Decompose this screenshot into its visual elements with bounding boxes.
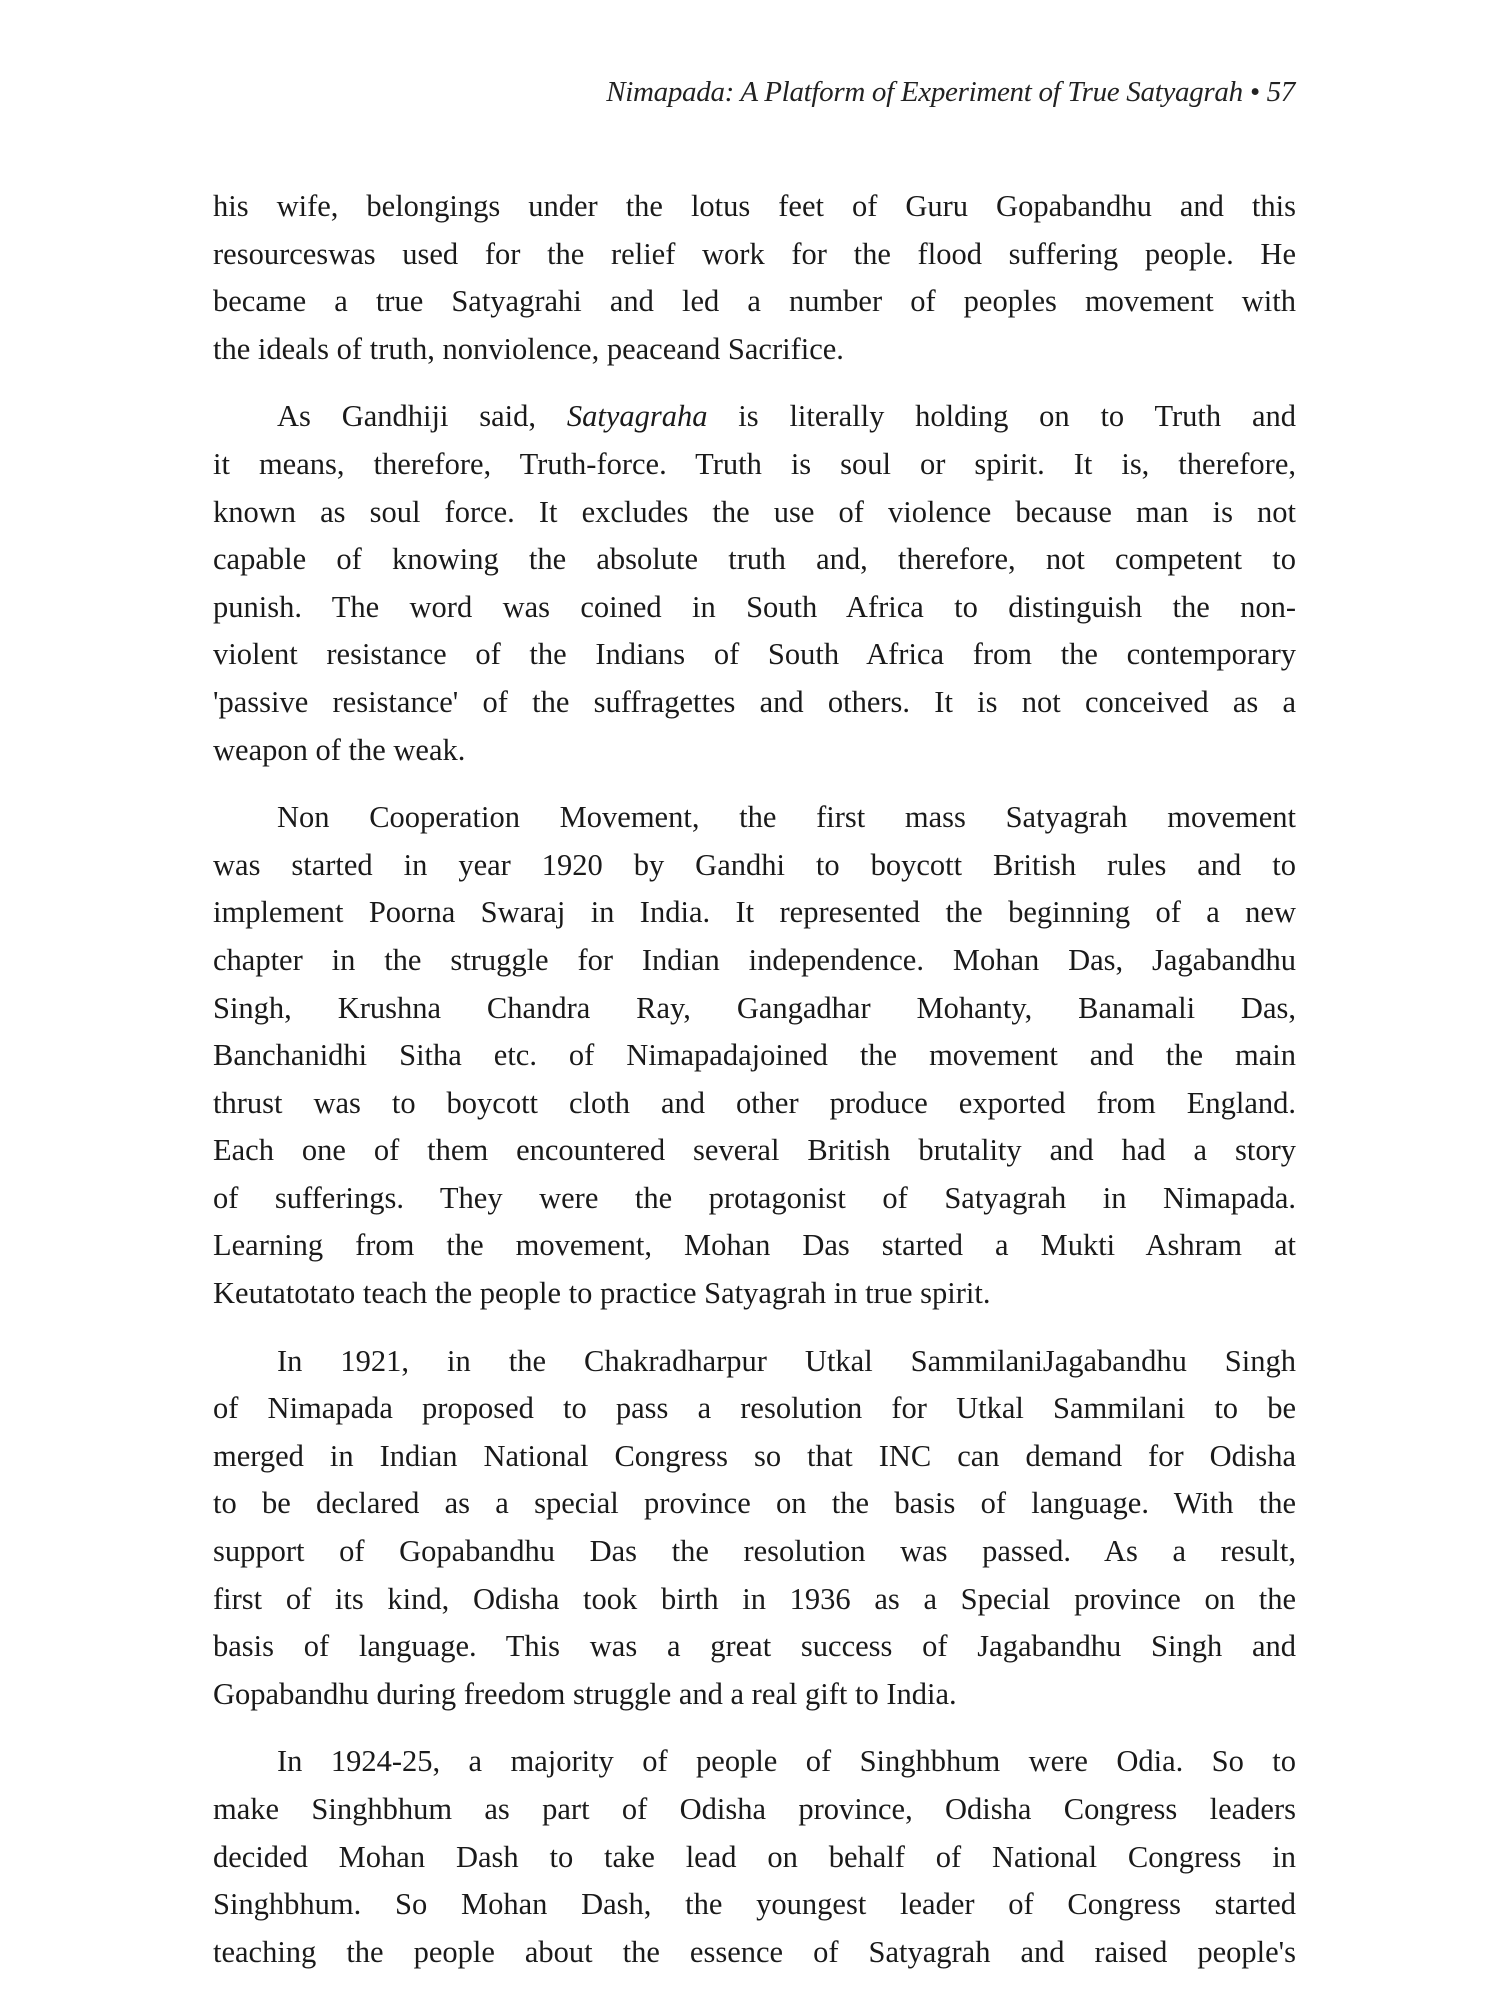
- text-line: Non Cooperation Movement, the first mass Satyagrah movement: [277, 800, 1296, 835]
- text-line: the ideals of truth, nonviolence, peaceand Sacrifice.: [213, 331, 844, 366]
- text-line: decided Mohan Dash to take lead on behalf of National Congress in: [213, 1839, 1296, 1874]
- text-line: Each one of them encountered several British brutality and had a story: [213, 1133, 1296, 1168]
- body-text: [213, 183, 1296, 1996]
- text-line: of sufferings. They were the protagonist of Satyagrah in Nimapada.: [213, 1180, 1296, 1215]
- text-line: his wife, belongings under the lotus feet of Guru Gopabandhu and this: [213, 189, 1296, 223]
- text-line: Learning from the movement, Mohan Das started a Mukti Ashram at: [213, 1228, 1296, 1263]
- text-line: merged in Indian National Congress so that INC can demand for Odisha: [213, 1438, 1296, 1473]
- text-line: Gopabandhu during freedom struggle and a real gift to India.: [213, 1676, 957, 1711]
- text-line: weapon of the weak.: [213, 732, 466, 767]
- text-line: was started in year 1920 by Gandhi to boycott British rules and to: [213, 847, 1296, 882]
- text-line: to be declared as a special province on the basis of language. With the: [213, 1486, 1296, 1521]
- text-segment: As Gandhiji said,: [277, 399, 567, 434]
- text-line: Banchanidhi Sitha etc. of Nimapadajoined the movement and the main: [213, 1038, 1296, 1073]
- text-line: support of Gopabandhu Das the resolution was passed. As a result,: [213, 1534, 1296, 1569]
- running-title: Nimapada: A Platform of Experiment of True Satyagrah: [606, 76, 1243, 108]
- italic-term: Satyagraha: [566, 399, 708, 434]
- text-line: Singhbhum. So Mohan Dash, the youngest leader of Congress started: [213, 1887, 1296, 1922]
- text-line: it means, therefore, Truth-force. Truth is soul or spirit. It is, therefore,: [213, 446, 1296, 481]
- paragraph: [213, 393, 1296, 774]
- text-line: 'passive resistance' of the suffragettes and others. It is not conceived as a: [213, 684, 1296, 719]
- paragraph: [213, 794, 1296, 1318]
- text-segment: is literally holding on to Truth and: [707, 399, 1296, 434]
- text-line: teaching the people about the essence of Satyagrah and raised people's: [213, 1934, 1296, 1969]
- text-line: implement Poorna Swaraj in India. It represented the beginning of a new: [213, 895, 1296, 930]
- text-line: first of its kind, Odisha took birth in 1936 as a Special province on the: [213, 1581, 1296, 1616]
- text-line: [213, 393, 1296, 441]
- running-header: [606, 76, 1295, 109]
- text-line: make Singhbhum as part of Odisha province, Odisha Congress leaders: [213, 1792, 1296, 1826]
- text-line: capable of knowing the absolute truth and, therefore, not competent to: [213, 542, 1296, 577]
- text-line: Keutatotato teach the people to practice Satyagrah in true spirit.: [213, 1276, 991, 1311]
- paragraph: [213, 1338, 1296, 1719]
- header-separator: •: [1249, 76, 1260, 108]
- text-line: In 1921, in the Chakradharpur Utkal SammilaniJagabandhu Singh: [277, 1343, 1296, 1378]
- text-line: basis of language. This was a great success of Jagabandhu Singh and: [213, 1629, 1296, 1664]
- paragraph: [213, 183, 1296, 373]
- text-line: of Nimapada proposed to pass a resolution for Utkal Sammilani to be: [213, 1391, 1296, 1426]
- text-line: thrust was to boycott cloth and other produce exported from England.: [213, 1085, 1296, 1120]
- text-line: known as soul force. It excludes the use of violence because man is not: [213, 494, 1296, 529]
- text-line: became a true Satyagrahi and led a number of peoples movement with: [213, 284, 1296, 319]
- text-line: Singh, Krushna Chandra Ray, Gangadhar Mohanty, Banamali Das,: [213, 990, 1296, 1025]
- text-line: resourceswas used for the relief work for the flood suffering people. He: [213, 236, 1296, 271]
- paragraph: [213, 1738, 1296, 1976]
- text-line: In 1924-25, a majority of people of Singhbhum were Odia. So to: [277, 1744, 1296, 1779]
- text-line: punish. The word was coined in South Africa to distinguish the non-: [213, 589, 1296, 624]
- text-line: violent resistance of the Indians of South Africa from the contemporary: [213, 637, 1296, 672]
- text-line: chapter in the struggle for Indian independence. Mohan Das, Jagabandhu: [213, 942, 1296, 977]
- page-number: 57: [1266, 76, 1295, 108]
